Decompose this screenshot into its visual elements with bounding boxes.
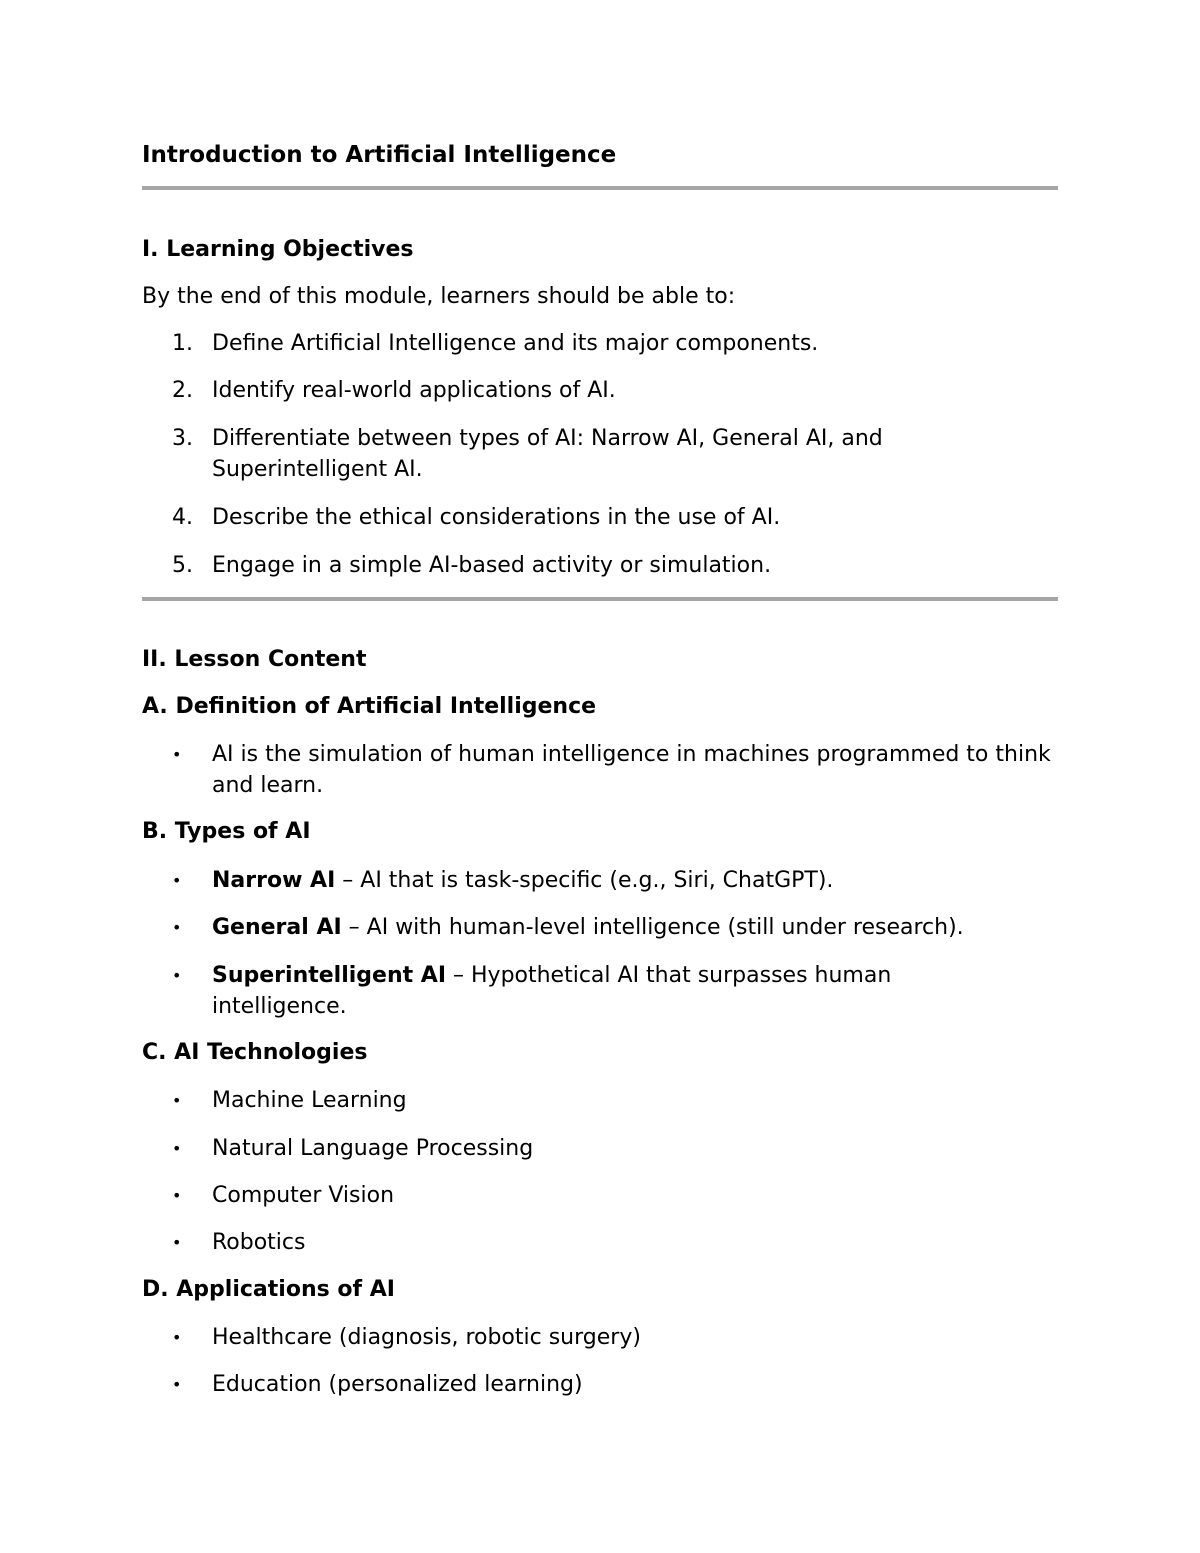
term-description: – Hypothetical AI that surpasses human intelligence. [212, 963, 892, 1019]
bullet: • [172, 1091, 182, 1110]
objective-item [142, 375, 1058, 406]
list-item-text: Robotics [212, 1230, 306, 1255]
list-item [142, 912, 1058, 943]
section-heading-lesson-content: II. Lesson Content [142, 647, 367, 672]
list-item-text: AI is the simulation of human intelligence in machines programmed to think and learn. [212, 742, 1051, 798]
term-description: – AI with human-level intelligence (still under research). [341, 915, 964, 940]
divider [142, 186, 1058, 190]
list-item [142, 1322, 1058, 1353]
list-number: 5. [172, 553, 193, 578]
subsection-heading-types: B. Types of AI [142, 819, 311, 844]
objective-item [142, 423, 1058, 485]
objective-text: Identify real-world applications of AI. [212, 378, 616, 403]
list-number: 4. [172, 505, 193, 530]
bullet: • [172, 1328, 182, 1347]
bullet: • [172, 1375, 182, 1394]
list-item-text [212, 912, 1058, 943]
bullet: • [172, 1186, 182, 1205]
subsection-heading-definition: A. Definition of Artificial Intelligence [142, 694, 597, 719]
list-item-text: Education (personalized learning) [212, 1372, 583, 1397]
objective-text: Describe the ethical considerations in the use of AI. [212, 505, 781, 530]
term-description: – AI that is task-specific (e.g., Siri, ChatGPT). [335, 868, 834, 893]
bullet: • [172, 918, 182, 937]
document-title: Introduction to Artificial Intelligence [142, 142, 617, 168]
list-item [142, 1227, 1058, 1258]
bullet: • [172, 966, 182, 985]
list-number: 1. [172, 331, 193, 356]
list-number: 2. [172, 378, 193, 403]
list-item [142, 960, 1058, 1022]
list-item-text: Natural Language Processing [212, 1136, 534, 1161]
list-item [142, 1369, 1058, 1400]
list-item-text: Machine Learning [212, 1088, 407, 1113]
objective-text: Define Artificial Intelligence and its major components. [212, 331, 819, 356]
objective-item [142, 328, 1058, 359]
list-number: 3. [172, 426, 193, 451]
bullet: • [172, 745, 182, 764]
document-page [142, 0, 1058, 1553]
bullet: • [172, 871, 182, 890]
list-item [142, 1085, 1058, 1116]
list-item-text: Healthcare (diagnosis, robotic surgery) [212, 1325, 641, 1350]
objectives-intro: By the end of this module, learners should be able to: [142, 284, 736, 309]
list-item-text [212, 960, 952, 1022]
list-item [142, 1133, 1058, 1164]
bullet: • [172, 1139, 182, 1158]
objective-item [142, 550, 1058, 581]
term: Narrow AI [212, 868, 336, 893]
list-item-text [212, 865, 1058, 896]
list-item [142, 739, 1058, 801]
term: Superintelligent AI [212, 963, 447, 988]
objective-item [142, 502, 1058, 533]
subsection-heading-technologies: C. AI Technologies [142, 1040, 368, 1065]
objective-text: Engage in a simple AI-based activity or simulation. [212, 553, 772, 578]
section-heading-learning-objectives: I. Learning Objectives [142, 237, 414, 262]
term: General AI [212, 915, 342, 940]
list-item-text: Computer Vision [212, 1183, 395, 1208]
bullet: • [172, 1233, 182, 1252]
list-item [142, 865, 1058, 896]
objective-text: Differentiate between types of AI: Narrow AI, General AI, and Superintelligent AI. [212, 426, 883, 482]
divider [142, 597, 1058, 601]
list-item [142, 1180, 1058, 1211]
subsection-heading-applications: D. Applications of AI [142, 1277, 395, 1302]
